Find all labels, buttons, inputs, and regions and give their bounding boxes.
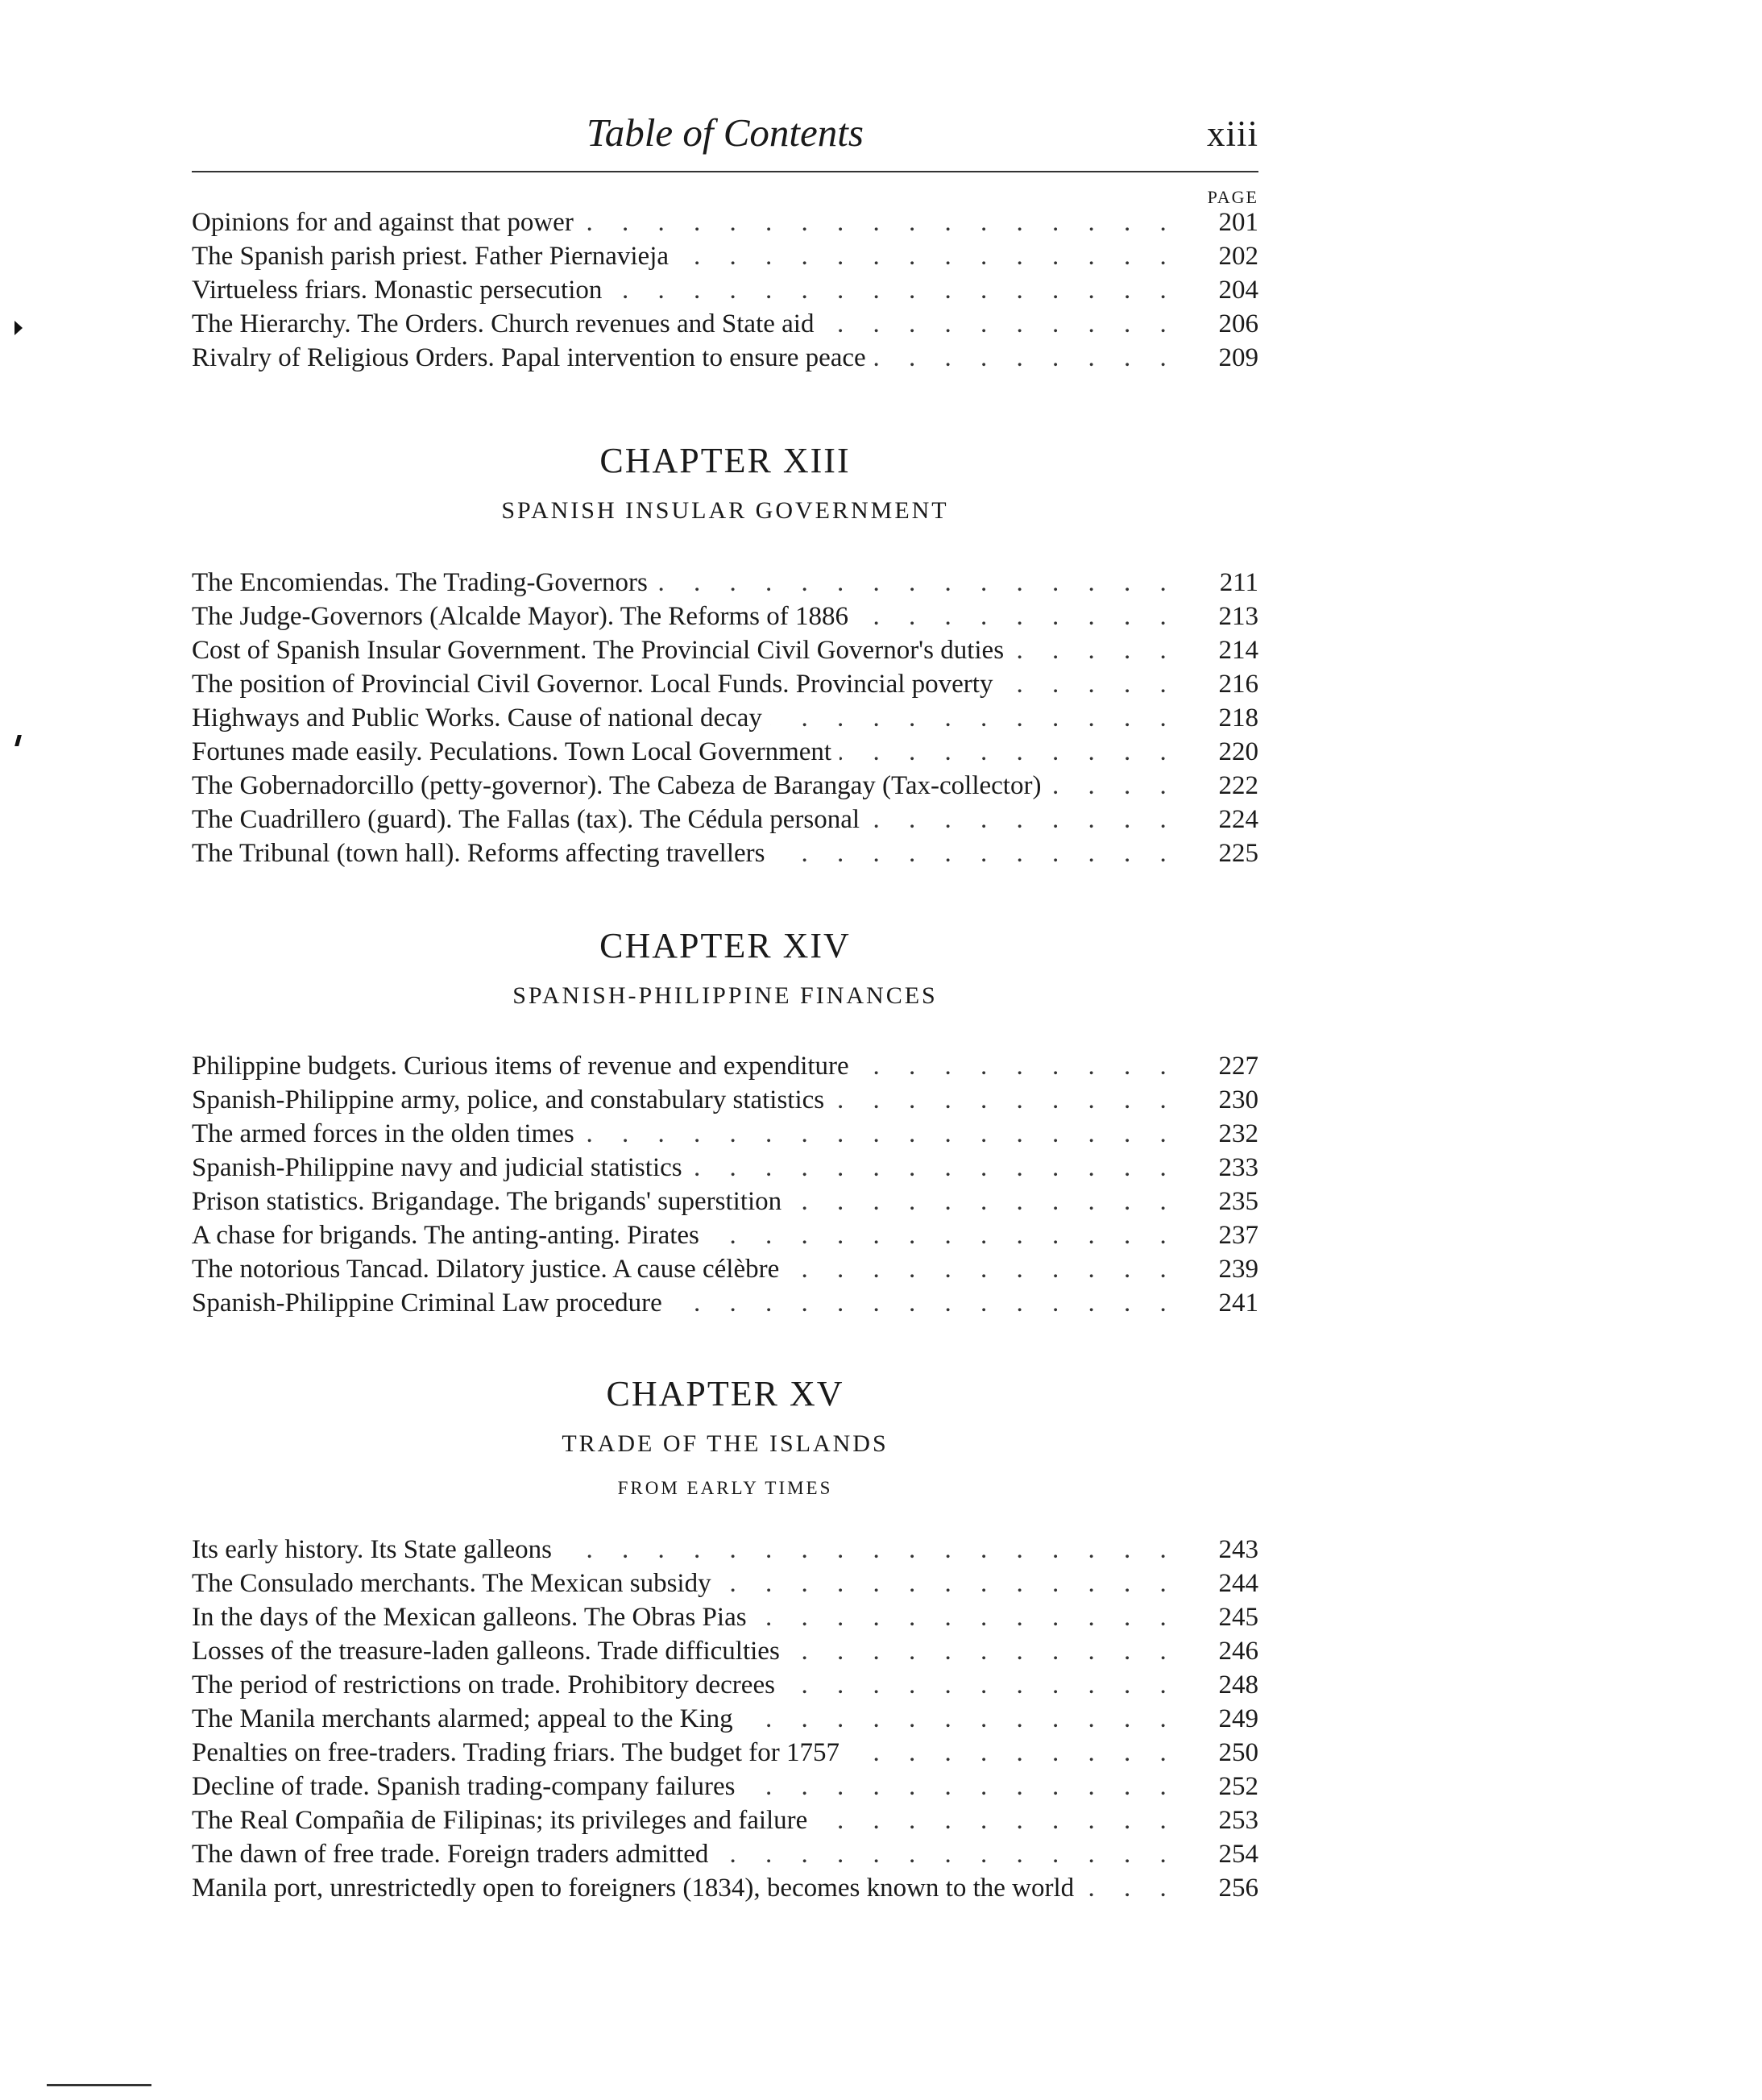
entry-text: Spanish-Philippine army, police, and constabulary statistics <box>192 1085 832 1114</box>
entry-text: The Spanish parish priest. Father Piernavieja <box>192 242 677 271</box>
entry-page: 243 <box>1218 1535 1258 1564</box>
entry-text: A chase for brigands. The anting-anting. Pirates <box>192 1221 707 1250</box>
chapter-xv <box>192 1368 1258 1905</box>
entry-page: 254 <box>1218 1840 1258 1869</box>
entry-text: The period of restrictions on trade. Prohibitory decrees <box>192 1670 783 1700</box>
chapter-heading: CHAPTER XV <box>606 1374 844 1413</box>
toc-entry <box>192 1634 1258 1668</box>
toc-entry <box>192 701 1258 735</box>
entry-page: 241 <box>1218 1289 1258 1318</box>
toc-entry <box>192 1668 1258 1702</box>
chapter-heading: CHAPTER XIII <box>599 441 851 480</box>
entry-page: 211 <box>1219 568 1258 597</box>
entry-page: 202 <box>1218 242 1258 271</box>
entry-page: 252 <box>1218 1772 1258 1801</box>
page-column-label: PAGE <box>1207 187 1258 207</box>
toc-entry <box>192 1803 1258 1837</box>
toc-entry <box>192 1049 1258 1083</box>
entry-text: Highways and Public Works. Cause of national decay <box>192 703 770 733</box>
entry-page: 220 <box>1218 737 1258 766</box>
entry-page: 224 <box>1218 805 1258 834</box>
toc-entry <box>192 1871 1258 1905</box>
page-folio: xiii <box>1206 114 1258 154</box>
entry-text: Its early history. Its State galleons <box>192 1535 560 1564</box>
margin-arrow-mark <box>15 321 23 335</box>
entry-text: Spanish-Philippine navy and judicial statistics <box>192 1153 690 1182</box>
entry-text: The Real Compañia de Filipinas; its privileges and failure <box>192 1806 815 1835</box>
entry-page: 256 <box>1218 1874 1258 1903</box>
margin-line-mark <box>47 2084 151 2086</box>
running-head <box>192 110 1258 166</box>
entry-page: 245 <box>1218 1603 1258 1632</box>
entry-text: Virtueless friars. Monastic persecution <box>192 276 610 305</box>
entry-page: 253 <box>1218 1806 1258 1835</box>
toc-entry <box>192 1567 1258 1600</box>
entry-page: 214 <box>1218 636 1258 665</box>
entry-text: The Cuadrillero (guard). The Fallas (tax). The Cédula personal <box>192 805 868 834</box>
entry-text: The position of Provincial Civil Governor. Local Funds. Provincial poverty <box>192 670 1001 699</box>
entry-page: 209 <box>1218 343 1258 372</box>
toc-entry <box>192 667 1258 701</box>
toc-entry <box>192 1600 1258 1634</box>
chapter-heading: CHAPTER XIV <box>599 926 851 965</box>
entry-text: Prison statistics. Brigandage. The brigands' superstition <box>192 1187 790 1216</box>
entry-page: 244 <box>1218 1569 1258 1598</box>
toc-entry <box>192 1533 1258 1567</box>
toc-entry <box>192 1770 1258 1803</box>
entry-text: Fortunes made easily. Peculations. Town Local Government <box>192 737 840 766</box>
entry-text: The Manila merchants alarmed; appeal to the King <box>192 1704 741 1733</box>
entry-text: The Hierarchy. The Orders. Church revenues and State aid <box>192 309 822 338</box>
entry-text: Decline of trade. Spanish trading-company failures <box>192 1772 743 1801</box>
header-rule <box>192 171 1258 172</box>
entry-page: 225 <box>1218 839 1258 868</box>
toc-entry <box>192 1151 1258 1185</box>
chapter-subsubtitle: FROM EARLY TIMES <box>617 1478 833 1498</box>
entry-text: Opinions for and against that power <box>192 208 582 237</box>
entry-text: The Gobernadorcillo (petty-governor). The Cabeza de Barangay (Tax-collector) <box>192 771 1049 800</box>
entry-page: 246 <box>1218 1637 1258 1666</box>
entry-page: 222 <box>1218 771 1258 800</box>
entry-text: Cost of Spanish Insular Government. The Provincial Civil Governor's duties <box>192 636 1012 665</box>
entry-page: 204 <box>1218 276 1258 305</box>
chapter-xiii <box>192 435 1258 870</box>
entry-page: 249 <box>1218 1704 1258 1733</box>
entry-page: 230 <box>1218 1085 1258 1114</box>
toc-entry <box>192 633 1258 667</box>
toc-entry <box>192 1252 1258 1286</box>
chapter-xiv <box>192 920 1258 1320</box>
toc-entry <box>192 1736 1258 1770</box>
toc-entry <box>192 307 1258 341</box>
entry-text: The notorious Tancad. Dilatory justice. A cause célèbre <box>192 1255 787 1284</box>
margin-tick-mark <box>15 735 22 746</box>
entry-page: 206 <box>1218 309 1258 338</box>
entry-text: Philippine budgets. Curious items of revenue and expenditure <box>192 1052 857 1081</box>
entry-page: 250 <box>1218 1738 1258 1767</box>
toc-entry <box>192 273 1258 307</box>
entry-page: 227 <box>1218 1052 1258 1081</box>
running-title: Table of Contents <box>587 110 864 155</box>
entry-text: Spanish-Philippine Criminal Law procedure <box>192 1289 670 1318</box>
entry-page: 213 <box>1218 602 1258 631</box>
toc-entry <box>192 735 1258 769</box>
entry-text: The Encomiendas. The Trading-Governors <box>192 568 656 597</box>
chapter-subtitle: TRADE OF THE ISLANDS <box>562 1430 889 1457</box>
toc-entry <box>192 566 1258 600</box>
entry-text: Manila port, unrestrictedly open to foreigners (1834), becomes known to the world <box>192 1874 1082 1903</box>
toc-entry <box>192 239 1258 273</box>
toc-entry <box>192 769 1258 803</box>
toc-entry <box>192 205 1258 239</box>
entry-page: 233 <box>1218 1153 1258 1182</box>
toc-entry <box>192 341 1258 375</box>
chapter-subtitle: SPANISH INSULAR GOVERNMENT <box>501 497 949 524</box>
continued-entries <box>192 205 1258 375</box>
entry-page: 237 <box>1218 1221 1258 1250</box>
entry-text: The Judge-Governors (Alcalde Mayor). The Reforms of 1886 <box>192 602 856 631</box>
entry-text: The Tribunal (town hall). Reforms affecting travellers <box>192 839 773 868</box>
toc-entry <box>192 1218 1258 1252</box>
toc-entry <box>192 600 1258 633</box>
entry-page: 235 <box>1218 1187 1258 1216</box>
entry-text: Losses of the treasure-laden galleons. Trade difficulties <box>192 1637 788 1666</box>
entry-text: Penalties on free-traders. Trading friars. The budget for 1757 <box>192 1738 848 1767</box>
entry-page: 201 <box>1218 208 1258 237</box>
toc-entry <box>192 1083 1258 1117</box>
entry-text: In the days of the Mexican galleons. The Obras Pias <box>192 1603 755 1632</box>
toc-entry <box>192 1702 1258 1736</box>
entry-text: The Consulado merchants. The Mexican subsidy <box>192 1569 719 1598</box>
toc-entry <box>192 1837 1258 1871</box>
entry-page: 239 <box>1218 1255 1258 1284</box>
entry-text: The armed forces in the olden times <box>192 1119 582 1148</box>
toc-entry <box>192 803 1258 836</box>
entry-page: 248 <box>1218 1670 1258 1700</box>
entry-page: 218 <box>1218 703 1258 733</box>
entry-page: 216 <box>1218 670 1258 699</box>
entry-page: 232 <box>1218 1119 1258 1148</box>
entry-text: Rivalry of Religious Orders. Papal intervention to ensure peace <box>192 343 874 372</box>
toc-entry <box>192 1117 1258 1151</box>
toc-entry <box>192 1286 1258 1320</box>
chapter-subtitle: SPANISH-PHILIPPINE FINANCES <box>512 982 938 1009</box>
entry-text: The dawn of free trade. Foreign traders admitted <box>192 1840 716 1869</box>
toc-entry <box>192 1185 1258 1218</box>
toc-entry <box>192 836 1258 870</box>
